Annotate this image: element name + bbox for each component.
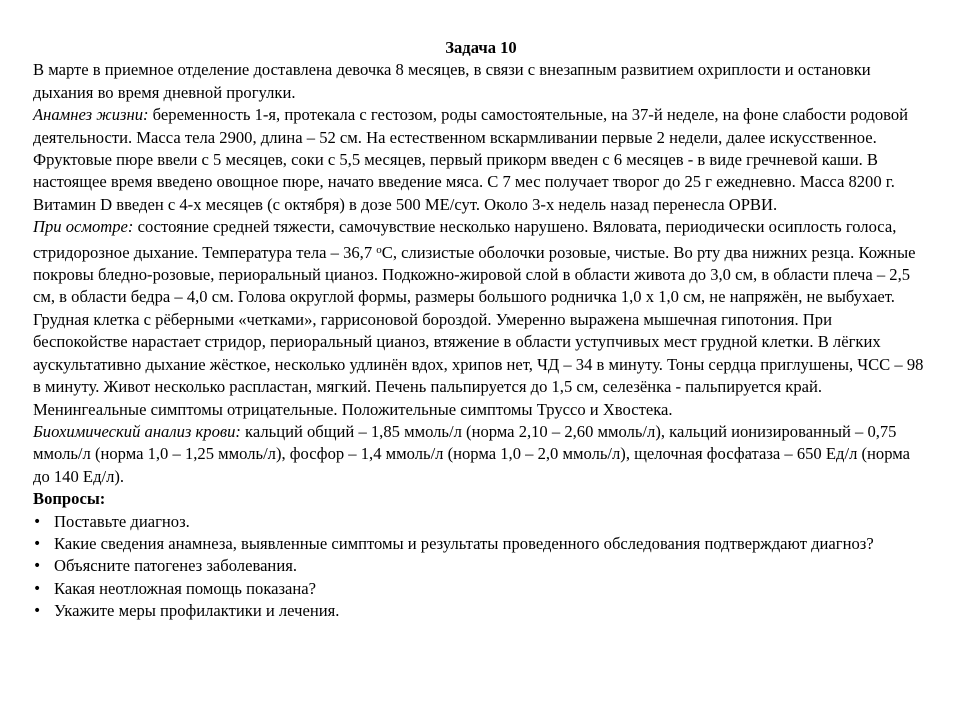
biochem-text: кальций общий – 1,85 ммоль/л (норма 2,10 – 2,60 ммоль/л), кальций ионизированный – 0,75 ммоль/л (норма 1,0 – 1,25 ммоль/л), фосфор – 1,4 ммоль/л (норма 1,0 – 2,0 ммоль/л), щелочная фосфатаза – 650 Ед/л (норма до 140 Ед/л). [33,421,910,486]
task-title: Задача 10 [445,38,517,57]
question-item [33,578,929,600]
bullet-icon: • [33,535,42,552]
question-item [33,511,929,533]
biochem-label: Биохимический анализ крови: [33,421,241,441]
question-text: Какие сведения анамнеза, выявленные симптомы и результаты проведенного обследования подтверждают диагноз? [54,533,874,553]
question-item [33,600,929,622]
question-text: Объясните патогенез заболевания. [54,556,297,576]
exam-paragraph [33,216,929,421]
exam-label: При осмотре: [33,217,134,237]
bullet-icon: • [33,513,42,530]
biochem-paragraph [33,421,929,488]
bullet-icon: • [33,603,42,620]
question-text: Поставьте диагноз. [54,511,190,531]
task-document [33,37,929,623]
question-text: Какая неотложная помощь показана? [54,578,317,598]
bullet-icon: • [33,580,42,597]
questions-list [33,511,929,623]
intro-paragraph: В марте в приемное отделение доставлена девочка 8 месяцев, в связи с внезапным развитием охриплости и остановки дыхания во время дневной прогулки. [33,60,871,102]
bullet-icon: • [33,558,42,575]
anamnesis-text: беременность 1-я, протекала с гестозом, роды самостоятельные, на 37-й неделе, на фоне слабости родовой деятельности. Масса тела 2900, длина – 52 см. На естественном вскармливании первые 2 недели, далее искусственное. Фруктовые пюре ввели с 5 месяцев, соки с 5,5 месяцев, первый прикорм введен с 6 месяцев - в виде гречневой каши. В настоящее время введено овощное пюре, начато введение мяса. С 7 мес получает творог до 25 г ежедневно. Масса 8200 г. Витамин D введен с 4-х месяцев (с октября) в дозе 500 МЕ/сут. Около 3-х недель назад перенесла ОРВИ. [33,105,909,214]
degree-mark: о [376,243,382,256]
question-item [33,555,929,577]
exam-text-part2: С, слизистые оболочки розовые, чистые. Во рту два нижних резца. Кожные покровы бледно-розовые, периоральный цианоз. Подкожно-жировой слой в области живота до 3,0 см, в области плеча – 2,5 см, в области бедра – 4,0 см. Голова округлой формы, размеры большого родничка 1,0 х 1,0 см, не напряжён, не выбухает. Грудная клетка с рёберными «четками», гаррисоновой бороздой. Умеренно выражена мышечная гипотония. При беспокойстве нарастает стридор, периоральный цианоз, втяжение в области уступчивых мест грудной клетки. В лёгких аускультативно дыхание жёсткое, несколько удлинён вдох, хрипов нет, ЧД – 34 в минуту. Тоны сердца приглушены, ЧСС – 98 в минуту. Живот несколько распластан, мягкий. Печень пальпируется до 1,5 см, селезёнка - пальпируется край. Менингеальные симптомы отрицательные. Положительные симптомы Труссо и Хвостека. [33,242,924,419]
questions-heading: Вопросы: [33,489,106,509]
anamnesis-label: Анамнез жизни: [33,105,149,125]
question-text: Укажите меры профилактики и лечения. [54,601,340,621]
anamnesis-paragraph [33,104,929,216]
exam-text-part1: состояние средней тяжести, самочувствие несколько нарушено. Вяловата, периодически осиплость голоса, стридорозное дыхание. Температура тела – 36,7 [33,217,897,262]
question-item [33,533,929,555]
